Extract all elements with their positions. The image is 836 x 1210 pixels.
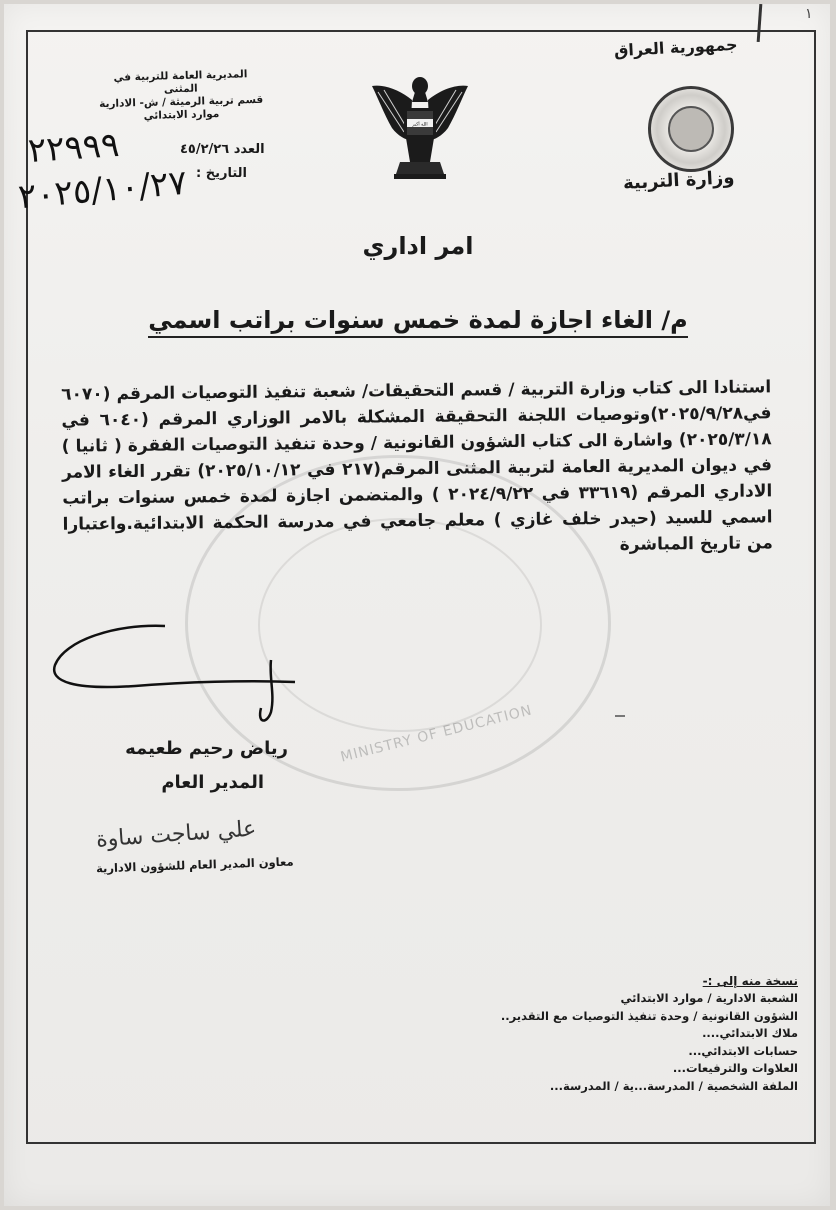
copies-heading: نسخة منه إلى :-: [702, 974, 798, 988]
document-subject: م/ الغاء اجازة لمدة خمس سنوات براتب اسمي: [0, 306, 836, 334]
list-item: الشعبة الادارية / موارد الابتدائي: [620, 991, 798, 1005]
deputy-title: معاون المدير العام للشؤون الادارية: [95, 854, 294, 876]
signatory-name: رياض رحيم طعيمه: [125, 738, 288, 759]
signatory-title: المدير العام: [161, 772, 264, 793]
iraq-eagle-emblem-icon: [370, 70, 470, 182]
list-item: حسابات الابتدائي...: [688, 1043, 798, 1058]
directorate-line: المديرية العامة للتربية في المثنى: [113, 68, 248, 96]
ministry-name: وزارة التربية: [622, 167, 735, 194]
country-name: جمهورية العراق: [613, 34, 739, 61]
ink-mark: [615, 715, 625, 717]
handwritten-reference-number: ٢٢٩٩٩: [26, 124, 121, 172]
copies-list: [501, 990, 798, 1095]
ministry-seal-icon: [648, 86, 734, 172]
deputy-handwritten-name: علي ساجت ساوة: [95, 816, 258, 853]
watermark-text: MINISTRY OF EDUCATION: [338, 702, 534, 766]
directorate-line: موارد الابتدائي: [143, 108, 220, 122]
handwritten-date: ٢٠٢٥/١٠/٢٧: [16, 162, 189, 218]
list-item: الملفة الشخصية / المدرسة...ية / المدرسة...: [549, 1078, 798, 1093]
document-title: امر اداري: [362, 232, 474, 260]
emblem-label: الله أكبر: [412, 122, 428, 128]
directorate-line: قسم تربية الرميثة / ش- الادارية: [98, 93, 264, 111]
list-item: الشؤون القانونية / وحدة تنفيذ التوصيات مع التقدير..: [500, 1008, 798, 1023]
date-label: التاريخ :: [196, 166, 247, 181]
page-number: ١: [805, 6, 813, 22]
list-item: العلاوات والترفيعات...: [672, 1061, 798, 1075]
director-signature-icon: [45, 620, 305, 730]
order-body: استنادا الى كتاب وزارة التربية / قسم التحقيقات/ شعبة تنفيذ التوصيات المرقم (٦٠٧٠ في٢٠٢٥/٩/٢٨)وتوصيات اللجنة التحقيقة المشكلة بالامر الوزاري المرقم (٦٠٤٠ في ٢٠٢٥/٣/١٨) واشارة الى كتاب الشؤون القانونية / وحدة تنفيذ التوصيات الفقرة ( ثانيا ) في ديوان المديرية العامة لتربية المثنى المرقم(٢١٧ في ٢٠٢٥/١٠/١٢) تقرر الغاء الامر الاداري المرقم (٣٣٦١٩ في ٢٠٢٤/٩/٢٢ ) والمتضمن اجازة لمدة خمس سنوات براتب اسمي للسيد (حيدر خلف غازي ) معلم جامعي في مدرسة الحكمة الابتدائية.واعتبارا من تاريخ المباشرة: [61, 377, 773, 555]
directorate-header: [95, 68, 266, 124]
list-item: ملاك الابتدائي....: [702, 1026, 798, 1040]
reference-number-label: العدد ٤٥/٢/٢٦: [180, 142, 265, 157]
